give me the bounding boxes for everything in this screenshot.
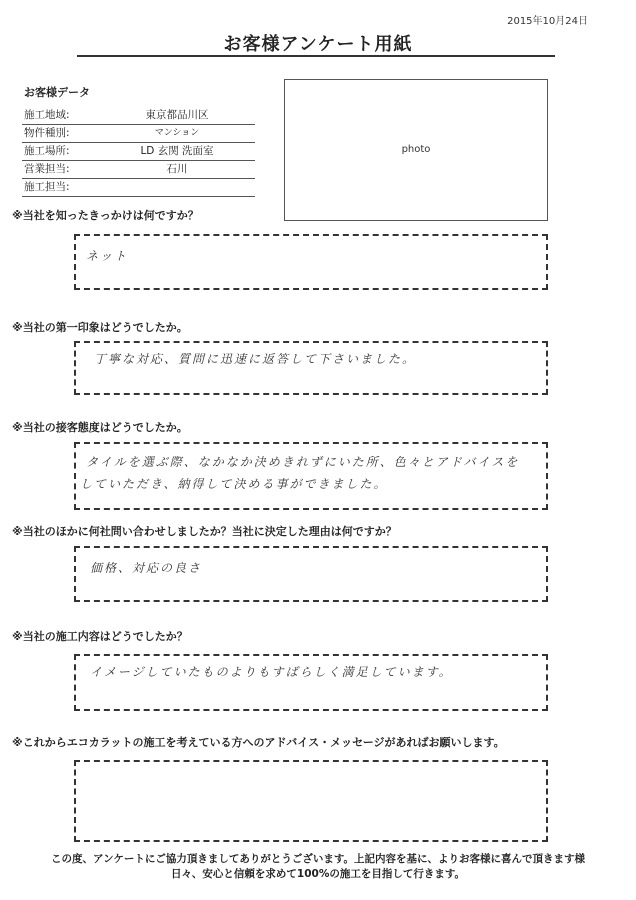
photo-placeholder [284, 79, 548, 221]
customer-row-value: 石川 [166, 163, 188, 175]
footer-line-2: 日々、安心と信頼を求めて100%の施工を目指して行きます。 [170, 868, 466, 880]
customer-data-table [22, 107, 255, 197]
question-other-companies: ※当社のほかに何社問い合わせしましたか？当社に決定した理由は何ですか？ [12, 525, 397, 538]
answer-text: ネット [86, 249, 129, 263]
survey-date: 2015年10月24日 [507, 16, 588, 27]
customer-row-label: 施工担当: [24, 181, 70, 193]
customer-row-label: 施工地域: [24, 109, 70, 121]
customer-data-heading: お客様データ [24, 86, 90, 99]
question-installation-quality: ※当社の施工内容はどうでしたか？ [12, 630, 188, 643]
question-first-impression: ※当社の第一印象はどうでしたか。 [12, 321, 188, 334]
question-service-attitude: ※当社の接客態度はどうでしたか。 [12, 421, 188, 434]
answer-text-line-2: していただき、納得して決める事ができました。 [80, 477, 388, 491]
question-advice-message: ※これからエコカラットの施工を考えている方へのアドバイス・メッセージがあればお願いします。 [12, 736, 505, 749]
answer-box-advice-message [74, 760, 548, 842]
customer-row-value: 東京都品川区 [145, 109, 209, 121]
page-title: お客様アンケート用紙 [223, 34, 413, 55]
title-underline [77, 55, 555, 57]
customer-row-property-type [22, 125, 255, 143]
answer-text: 丁寧な対応、質問に迅速に返答して下さいました。 [94, 352, 417, 366]
customer-row-value: LD 玄関 洗面室 [140, 145, 214, 157]
answer-box-other-companies [74, 546, 548, 602]
customer-row-sales-rep [22, 161, 255, 179]
customer-row-location [22, 143, 255, 161]
customer-row-value: マンション [154, 128, 200, 138]
customer-row-area [22, 107, 255, 125]
customer-row-installer [22, 179, 255, 197]
footer-line-1: この度、アンケートにご協力頂きましてありがとうございます。上記内容を基に、よりお客様に喜んで頂きます様 [50, 853, 586, 865]
answer-text: イメージしていたものよりもすばらしく満足しています。 [90, 665, 453, 679]
answer-text-line-1: タイルを選ぶ際、なかなか決めきれずにいた所、色々とアドバイスを [86, 455, 520, 469]
answer-text: 価格、対応の良さ [90, 561, 203, 575]
answer-box-installation-quality [74, 654, 548, 711]
answer-box-service-attitude [74, 442, 548, 510]
customer-row-label: 営業担当: [24, 163, 70, 175]
question-how-found: ※当社を知ったきっかけは何ですか？ [12, 209, 199, 222]
customer-row-label: 物件種別: [24, 127, 70, 139]
customer-row-label: 施工場所: [24, 145, 70, 157]
photo-label: photo [401, 144, 431, 155]
footer-message [0, 852, 636, 882]
answer-box-first-impression [74, 341, 548, 395]
answer-box-how-found [74, 234, 548, 290]
